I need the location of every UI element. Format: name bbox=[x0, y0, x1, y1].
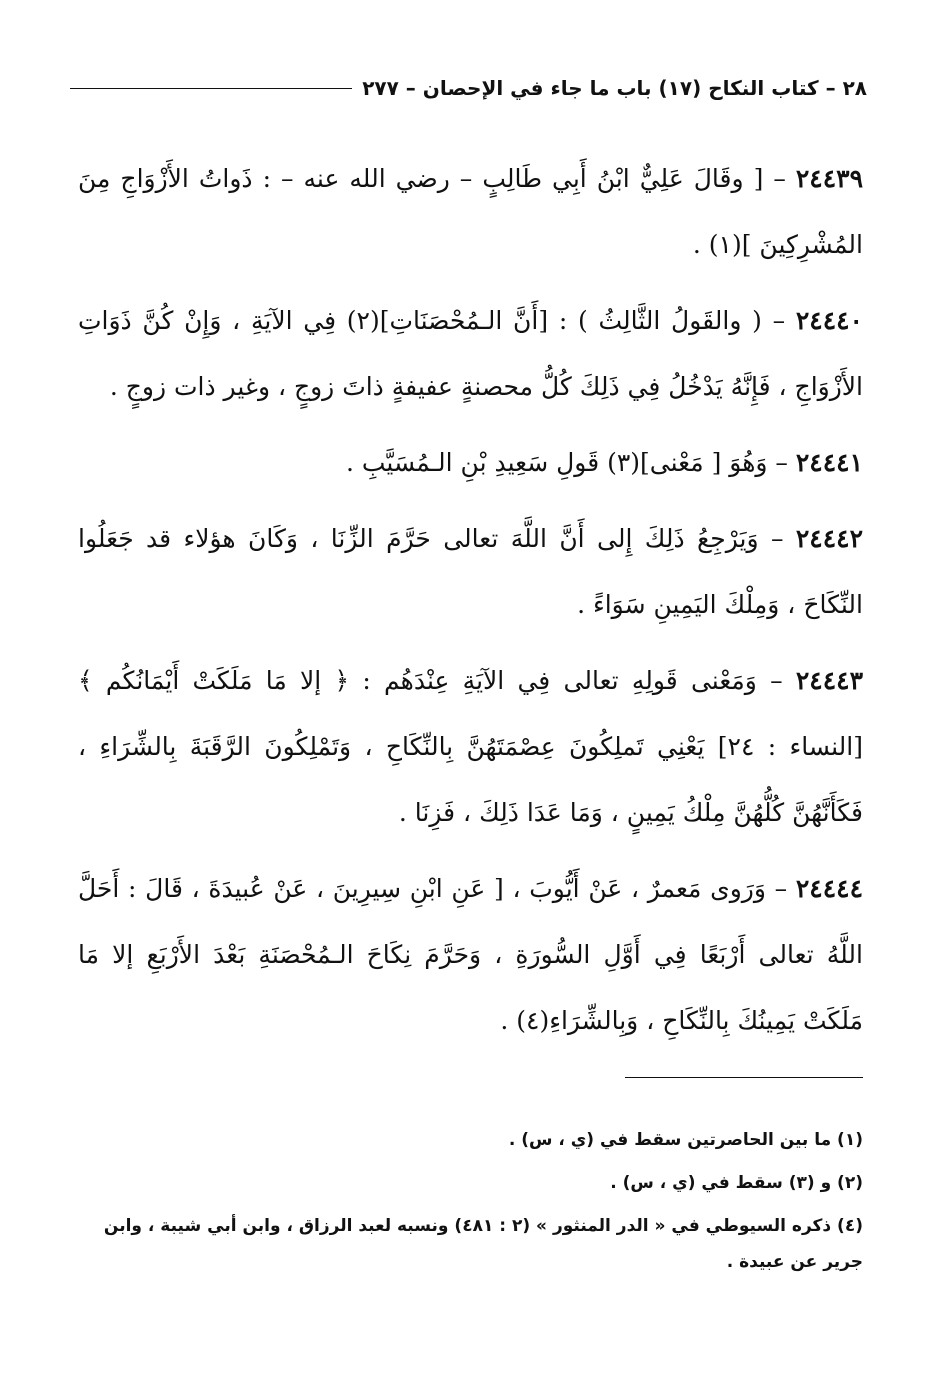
paragraph-number: ٢٤٤٤٢ bbox=[795, 524, 863, 553]
paragraph-text: – وَهُوَ [ مَعْنى](٣) قَولِ سَعِيدِ بْنِ الـمُسَيَّبِ . bbox=[345, 448, 796, 477]
running-header bbox=[70, 68, 867, 108]
footnote-separator bbox=[625, 1077, 863, 1078]
paragraph bbox=[78, 506, 863, 638]
paragraph bbox=[78, 146, 863, 278]
footnotes bbox=[74, 1122, 863, 1287]
paragraph-number: ٢٤٤٤١ bbox=[795, 448, 863, 477]
main-text bbox=[78, 146, 863, 1064]
footnote: (١) ما بين الحاصرتين سقط في (ي ، س) . bbox=[508, 1130, 863, 1150]
header-rule bbox=[70, 88, 352, 89]
paragraph-text: – وَرَوى مَعمرٌ ، عَنْ أَيُّوبَ ، [ عَنِ ابْنِ سِيرِينَ ، عَنْ عُبيدَةَ ، قَالَ : أَحَلَّ اللَّهُ تعالى أَرْبَعًا فِي أَوَّلِ السُّورَةِ ، وَحَرَّمَ نِكَاحَ الـمُحْصَنَةِ بَعْدَ الأَرْبَعِ إلا مَا مَلَكَتْ يَمِينُكَ بِالنِّكَاحِ ، وَبِالشِّرَاءِ(٤) . bbox=[78, 874, 863, 1035]
paragraph-text: – ( والقَولُ الثَّالِثُ ) : [أَنَّ الـمُحْصَنَاتِ](٢) فِي الآيَةِ ، وَإِنْ كُنَّ ذَوَاتِ الأَزْوَاجِ ، فَإِنَّهُ يَدْخُلُ فِي ذَلِكَ كُلُّ محصنةٍ عفيفةٍ ذاتَ زوجٍ ، وغير ذات زوجٍ . bbox=[78, 306, 863, 401]
paragraph-text: – وَيَرْجِعُ ذَلِكَ إِلى أَنَّ اللَّهَ تعالى حَرَّمَ الزِّنَا ، وَكَانَ هؤلاء قد جَعَلُوا النِّكَاحَ ، وَمِلْكَ اليَمِينِ سَوَاءً . bbox=[78, 524, 863, 619]
paragraph bbox=[78, 856, 863, 1054]
footnote: (٢) و (٣) سقط في (ي ، س) . bbox=[610, 1173, 863, 1193]
paragraph-number: ٢٤٤٤٤ bbox=[795, 874, 863, 903]
paragraph-number: ٢٤٤٤٠ bbox=[795, 306, 863, 335]
paragraph-number: ٢٤٤٣٩ bbox=[795, 164, 863, 193]
paragraph bbox=[78, 648, 863, 846]
footnote: (٤) ذكره السيوطي في « الدر المنثور » (٢ : ٤٨١) ونسبه لعبد الرزاق ، وابن أبي شيبة ، وابن جرير عن عبيدة . bbox=[103, 1216, 863, 1272]
running-head-text: ٢٨ – كتاب النكاح (١٧) باب ما جاء في الإحصان – ٢٧٧ bbox=[362, 76, 867, 100]
paragraph-text: – وَمَعْنى قَولِهِ تعالى فِي الآيَةِ عِنْدَهُم : ﴿ إلا مَا مَلَكَتْ أَيْمَانُكُم ﴾ [النساء : ٢٤] يَعْنِي تَملِكُونَ عِصْمَتَهُنَّ بِالنِّكَاحِ ، وَتَمْلِكُونَ الرَّقَبَةَ بِالشِّرَاءِ ، فَكَأَنَّهُنَّ كُلُّهُنَّ مِلْكُ يَمِينٍ ، وَمَا عَدَا ذَلِكَ ، فَزِنَا . bbox=[78, 666, 863, 827]
paragraph bbox=[78, 430, 863, 496]
paragraph bbox=[78, 288, 863, 420]
paragraph-text: – [ وقَالَ عَلِيٌّ ابْنُ أَبِي طَالِبٍ – رضي الله عنه – : ذَواتُ الأَزْوَاجِ مِنَ المُشْرِكِينَ ](١) . bbox=[78, 164, 863, 259]
paragraph-number: ٢٤٤٤٣ bbox=[795, 666, 863, 695]
